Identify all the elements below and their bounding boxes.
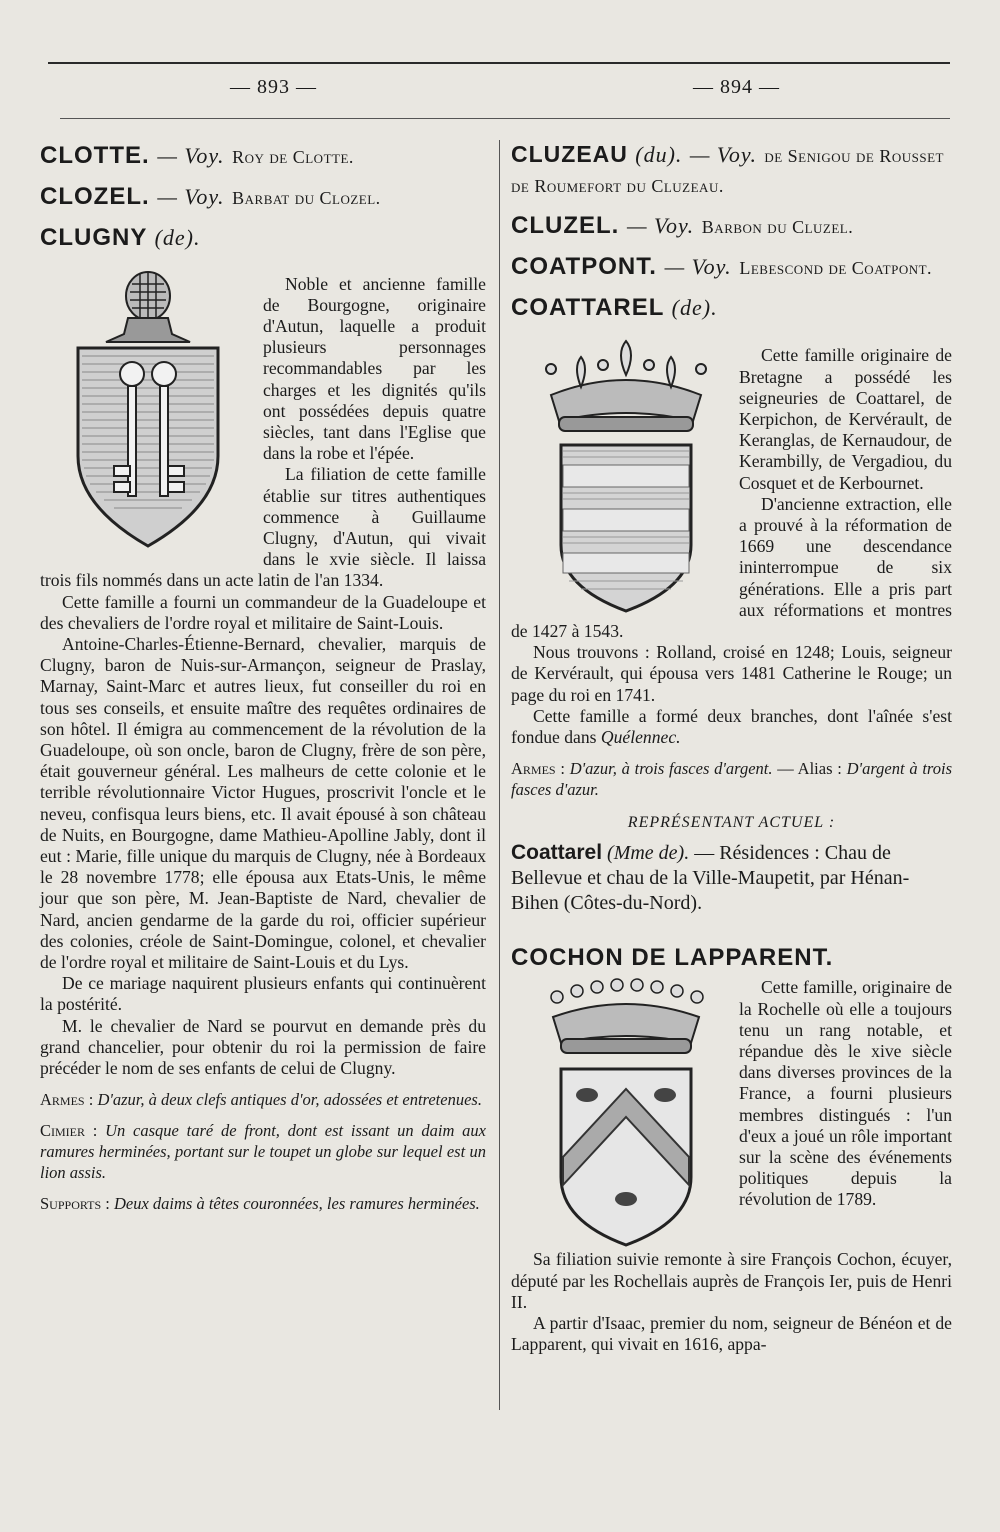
coattarel-armes — [511, 758, 952, 800]
representant-title-abbr: (Mme de). — [607, 842, 690, 865]
voy-target: Barbon du Cluzel. — [701, 216, 854, 237]
voy-target: Roy de Clotte. — [232, 147, 354, 167]
column-divider — [499, 140, 500, 1410]
clugny-paragraph-1: Noble et ancienne famille de Bourgogne, originaire d'Autun, laquelle a produit plusieurs personnages recommandables par les charges et les dignités qu'ils ont possédées depuis quatre siècles, tant dans l'Eglise que dans la robe et l'épée. — [263, 273, 486, 464]
entry-head-clotte: CLOTTE. — [40, 142, 150, 169]
entry-coattarel — [511, 292, 952, 323]
cimier-label: Cimier : — [40, 1121, 98, 1141]
entry-clugny — [40, 222, 486, 253]
clugny-paragraph-5: De ce mariage naquirent plusieurs enfants qui continuèrent la postérité. — [40, 973, 486, 1015]
coattarel-paragraph-2: D'ancienne extraction, elle a prouvé à la réformation de 1669 une descendance ininterrompue de six générations. Elle a pris part aux réformations et montres de 1427 à 1543. — [511, 493, 952, 641]
entry-cluzeau — [511, 140, 952, 200]
cimier-text: Un casque taré de front, dont est issant un daim aux ramures herminées, portant sur le toupet un globe sur lequel est un lion assis. — [40, 1121, 486, 1183]
cochon-paragraph-3: A partir d'Isaac, premier du nom, seigneur de Bénéon et de Lapparent, qui vivait en 1616, appa- — [511, 1313, 952, 1355]
armes-text: D'azur, à trois fasces d'argent. — [569, 759, 773, 779]
voy-target: Barbat du Clozel. — [232, 188, 381, 209]
left-column — [40, 134, 486, 1214]
coattarel-paragraph-3: Nous trouvons : Rolland, croisé en 1248; Louis, seigneur de Kervérault, qui épousa vers 1481 Catherine le Rouge; un page du roi en 1741. — [511, 642, 952, 705]
coattarel-paragraph-4 — [511, 706, 952, 748]
entry-head-cochon: COCHON DE LAPPARENT. — [511, 944, 834, 972]
clugny-coat-of-arms-icon — [40, 256, 255, 556]
voy-ref: — Voy. — [157, 143, 225, 168]
voy-ref: — Voy. — [689, 142, 757, 167]
representant-line — [511, 840, 952, 916]
alias-text: D'argent à trois fasces d'azur. — [511, 759, 952, 800]
particle: (de). — [671, 295, 718, 321]
armes-label: Armes : — [40, 1090, 94, 1110]
entry-cluzel — [511, 210, 952, 241]
voy-target: Lebescond de Coatpont. — [739, 257, 933, 278]
cochon-paragraph-1: Cette famille, originaire de la Rochelle où elle a toujours tenu un rang notable, et répandue dès le xive siècle dans diverses provinces de la France, a fourni plusieurs membres distingués : l'un d'eux a joué un rôle important sur la scène des événements politiques depuis la révolution de 1789. — [739, 977, 952, 1210]
particle: (de). — [154, 225, 201, 251]
clugny-paragraph-2: La filiation de cette famille établie sur titres authentiques commence à Guillaume Clugny, d'Autun, qui vivait dans le xvie siècle. Il laissa trois fils nommés dans un acte latin de l'an 1334. — [40, 464, 486, 591]
entry-cochon — [511, 942, 952, 973]
alias-label: — Alias : — [777, 759, 842, 779]
voy-ref: — Voy. — [157, 184, 225, 210]
coattarel-paragraph-4-text: Cette famille a formé deux branches, dont l'aînée s'est fondue dans — [511, 705, 952, 747]
representant-title: REPRÉSENTANT ACTUEL : — [627, 814, 836, 832]
supports-text: Deux daims à têtes couronnées, les ramures herminées. — [113, 1194, 480, 1214]
cochon-paragraph-2: Sa filiation suivie remonte à sire François Cochon, écuyer, député par les Rochellais auprès de François Ier, puis de Henri II. — [511, 1249, 952, 1312]
armes-label: Armes : — [511, 759, 565, 779]
coattarel-paragraph-1: Cette famille originaire de Bretagne a possédé les seigneuries de Coattarel, de Kerpichon, de Kervérault, de Keranglas, de Kernaudour, de Kerambilly, de Vergadiou, du Cosquet et de Kerbournet. — [739, 345, 952, 493]
page-number-left: — 893 — — [230, 76, 317, 98]
page-number-right: — 894 — — [693, 76, 780, 98]
top-rule — [48, 62, 950, 64]
clugny-cimier — [40, 1120, 486, 1183]
coattarel-coat-of-arms-icon — [521, 325, 731, 615]
entry-head-clugny: CLUGNY — [40, 224, 147, 252]
entry-coatpont — [511, 251, 952, 282]
clugny-armes — [40, 1089, 486, 1110]
quelennec: Quélennec. — [600, 727, 681, 747]
entry-head-clozel: CLOZEL. — [40, 183, 150, 211]
voy-ref: — Voy. — [664, 253, 732, 279]
representant-residences: — Résidences : Chau de Bellevue et chau de la Ville-Maupetit, par Hénan-Bihen (Côtes-du-Nord). — [511, 842, 910, 915]
entry-head-coatpont: COATPONT. — [511, 252, 657, 280]
clugny-paragraph-6: M. le chevalier de Nard se pourvut en demande près du grand chancelier, pour obtenir du roi la permission de faire précéder le nom de ses enfants de celui de Clugny. — [40, 1015, 486, 1079]
clugny-paragraph-4: Antoine-Charles-Étienne-Bernard, chevalier, marquis de Clugny, baron de Nuis-sur-Armançon, seigneur de Praslay, Marnay, Saint-Marc et autres lieux, fut conseiller du roi en tous ses conseils, et ensuite maître des requêtes ordinaires de son hôtel. Il émigra au commencement de la révolution de la Guadeloupe, où son oncle, baron de Clugny, frère de son père, était gouverneur général. Les malheurs de cette colonie et le terrible révolutionnaire Victor Hugues, proscrivit l'oncle et le neveu, confisqua leurs biens, etc. Il avait épousé à son château de Nuits, en Bourgogne, dame Mathieu-Apolline Jably, dont il eut : Marie, fille unique du marquis de Clugny, née à Bordeaux le 28 novembre 1778; elle épousa aux Etats-Unis, le même jour que son père, M. Jean-Baptiste de Nard, chevalier de Nard, ancien gendarme de la garde du roi, officier supérieur des colonies, créole de Saint-Domingue, colonel, et chevalier de l'ordre royal et militaire de Saint-Louis et du Lys. — [40, 634, 486, 973]
header-rule — [60, 118, 950, 119]
entry-clozel — [40, 181, 486, 212]
entry-head-cluzeau: CLUZEAU — [511, 141, 628, 167]
entry-head-cluzel: CLUZEL. — [511, 211, 620, 239]
entry-clotte — [40, 140, 486, 171]
entry-head-coattarel: COATTAREL — [511, 294, 664, 322]
right-column — [511, 134, 952, 1355]
armes-text: D'azur, à deux clefs antiques d'or, adossées et entretenues. — [97, 1090, 482, 1110]
representant-name: Coattarel — [511, 841, 603, 865]
clugny-supports — [40, 1193, 486, 1214]
particle: (du). — [635, 142, 683, 167]
voy-target: de Senigou de Rousset de Roumefort du Cluzeau. — [511, 146, 944, 196]
voy-ref: — Voy. — [627, 212, 695, 238]
supports-label: Supports : — [40, 1194, 110, 1214]
cochon-coat-of-arms-icon — [521, 977, 731, 1249]
clugny-paragraph-3: Cette famille a fourni un commandeur de la Guadeloupe et des chevaliers de l'ordre royal et militaire de Saint-Louis. — [40, 591, 486, 633]
